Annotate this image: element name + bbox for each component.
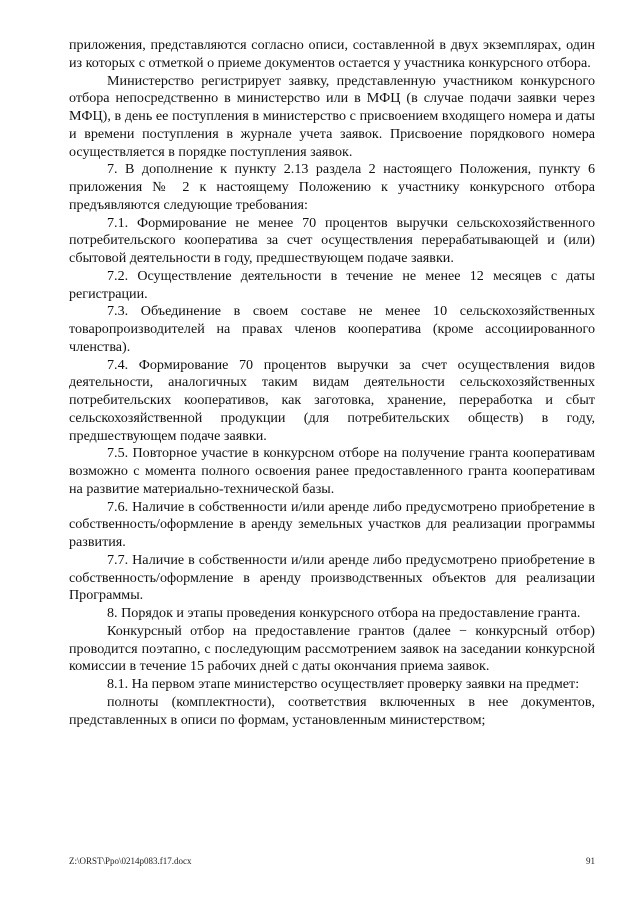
page-number: 91 (586, 856, 595, 866)
paragraph-item-8: 8. Порядок и этапы проведения конкурсного отбора на предоставление гранта. (107, 605, 581, 621)
paragraph-item-7-5: 7.5. Повторное участие в конкурсном отборе на получение гранта кооперативам возможно с момента полного освоения ранее предоставленного гранта кооперативам на развитие материально-технической базы. (69, 445, 595, 497)
paragraph-item-7-2: 7.2. Осуществление деятельности в течение не менее 12 месяцев с даты регистрации. (69, 267, 595, 302)
paragraph-continuation: приложения, представляются согласно описи, составленной в двух экземплярах, один из которых с отметкой о приеме документов остается у участника конкурсного отбора. (69, 37, 595, 71)
paragraph-item-7-6: 7.6. Наличие в собственности и/или аренде либо предусмотрено приобретение в собственность/оформление в аренду земельных участков для реализации программы развития. (69, 498, 595, 550)
paragraph-item-7-7: 7.7. Наличие в собственности и/или аренде либо предусмотрено приобретение в собственность/оформление в аренду производственных объектов для реализации Программы. (69, 551, 595, 604)
paragraph-item-8-1: 8.1. На первом этапе министерство осуществляет проверку заявки на предмет: (107, 676, 580, 692)
paragraph-item-7-1: 7.1. Формирование не менее 70 процентов выручки сельскохозяйственного потребительского кооператива за счет осуществления перерабатывающей и (или) сбытовой деятельности в году, предшествующем подаче заявки. (69, 214, 595, 266)
paragraph-item-7: 7. В дополнение к пункту 2.13 раздела 2 настоящего Положения, пункту 6 приложения № 2 к настоящему Положению к участнику конкурсного отбора предъявляются следующие требования: (69, 161, 595, 213)
paragraph-item-7-4: 7.4. Формирование 70 процентов выручки за счет осуществления видов деятельности, аналогичных таким видам деятельности сельскохозяйственных потребительских кооперативов, как заготовка, хранение, переработка и сбыт сельскохозяйственной продукции (для потребительских обществ) в году, предшествующем подаче заявки. (69, 356, 595, 444)
footer-file-path: Z:\ORST\Ppo\0214p083.f17.docx (69, 856, 192, 866)
paragraph-selection-process: Конкурсный отбор на предоставление грантов (далее − конкурсный отбор) проводится поэтапно, с последующим рассмотрением заявок на заседании конкурсной комиссии в течение 15 рабочих дней с даты окончания приема заявок. (69, 622, 595, 675)
paragraph-completeness: полноты (комплектности), соответствия включенных в нее документов, представленных в описи по формам, установленным министерством; (69, 693, 595, 728)
paragraph-item-7-3: 7.3. Объединение в своем составе не менее 10 сельскохозяйственных товаропроизводителей на правах членов кооператива (кроме ассоциированного членства). (69, 303, 595, 355)
document-body (69, 37, 595, 729)
paragraph-registration: Министерство регистрирует заявку, представленную участником конкурсного отбора непосредственно в министерство или в МФЦ (в случае подачи заявки через МФЦ), в день ее поступления в министерство с присвоением входящего номера и даты и времени поступления в журнале учета заявок. Присвоение порядкового номера осуществляется в порядке поступления заявок. (69, 72, 595, 160)
